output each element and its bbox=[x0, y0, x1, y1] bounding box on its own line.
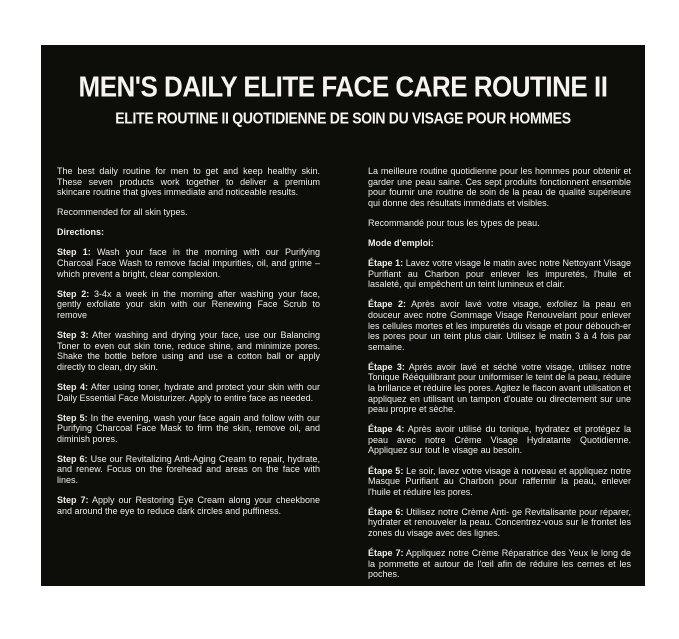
step-text: After washing and drying your face, use our Balancing Toner to even out skin tone, reduce shine, and minimize pores. Shake the bottle before using and use a cotton ball or apply directly to clean, dry skin. bbox=[57, 330, 320, 372]
french-column bbox=[368, 166, 631, 589]
step-text: Lavez votre visage le matin avec notre Nettoyant Visage Purifiant au Charbon pour enlever les impuretés, l'huile et lasaleté, qui empêchent un teint lumineux et clair. bbox=[368, 258, 631, 290]
step-label: Step 4: bbox=[57, 381, 88, 392]
french-step-5 bbox=[368, 466, 631, 498]
card-header bbox=[41, 45, 645, 127]
step-text: Le soir, lavez votre visage à nouveau et appliquez notre Masque Purifiant au Charbon pour raffermir la peau, enlever l'huile et réduire les pores. bbox=[368, 465, 631, 497]
french-intro: La meilleure routine quotidienne pour les hommes pour obtenir et garder une peau saine. Ces sept produits fonctionnent ensemble pour fournir une routine de soin de la peau de qualité supérieure qui donne des résultats immédiats et visibles. bbox=[368, 166, 631, 208]
step-text: 3-4x a week in the morning after washing your face, gently exfoliate your skin with our Renewing Face Scrub to remove bbox=[57, 288, 320, 320]
english-directions-heading: Directions: bbox=[57, 227, 105, 238]
step-label: Step 6: bbox=[57, 453, 88, 464]
step-text: Après avoir lavé votre visage, exfoliez la peau en douceur avec notre Gommage Visage Renouvelant pour enlever les cellules mortes et les impuretés du visage et pour débouch-er les pores pour un teint plus clair. Utilisez le matin 3 à 4 fois par semaine. bbox=[368, 299, 632, 352]
french-directions-heading: Mode d'emploi: bbox=[368, 237, 434, 248]
two-column-body bbox=[57, 166, 631, 589]
english-column bbox=[57, 166, 320, 589]
step-text: Apply our Restoring Eye Cream along your cheekbone and around the eye to reduce dark circles and puffiness. bbox=[57, 495, 321, 516]
page-title: MEN'S DAILY ELITE FACE CARE ROUTINE II bbox=[78, 69, 608, 104]
french-step-1 bbox=[368, 258, 631, 290]
step-label: Étape 3: bbox=[368, 361, 405, 372]
step-label: Étape 4: bbox=[368, 424, 405, 435]
english-step-7 bbox=[57, 495, 320, 516]
french-step-3 bbox=[368, 362, 631, 415]
step-text: Wash your face in the morning with our Purifying Charcoal Face Wash to remove facial impurities, oil, and grime – which prevent a bright, clear complexion. bbox=[57, 247, 320, 279]
step-label: Step 5: bbox=[57, 412, 88, 423]
step-text: Appliquez notre Crème Réparatrice des Yeux le long de la pommette et autour de l'œil afin de réduire les cernes et les poches. bbox=[368, 548, 631, 580]
english-step-5 bbox=[57, 413, 320, 445]
french-recommended-note: Recommandé pour tous les types de peau. bbox=[368, 217, 540, 228]
english-recommended-note: Recommended for all skin types. bbox=[57, 207, 188, 218]
step-text: After using toner, hydrate and protect your skin with our Daily Essential Face Moisturizer. Apply to entire face as needed. bbox=[57, 381, 320, 403]
english-step-4 bbox=[57, 382, 320, 403]
english-step-6 bbox=[57, 454, 320, 486]
english-intro: The best daily routine for men to get and keep healthy skin. These seven products work together to deliver a premium skincare routine that gives immediate and noticeable results. bbox=[57, 166, 320, 198]
step-label: Étape 5: bbox=[368, 465, 404, 476]
english-step-1 bbox=[57, 247, 320, 279]
step-label: Step 7: bbox=[57, 495, 89, 506]
step-text: Use our Revitalizing Anti-Aging Cream to repair, hydrate, and renew. Focus on the forehead and areas on the face with lines. bbox=[57, 453, 320, 486]
step-label: Étape 7: bbox=[368, 548, 404, 559]
step-text: Après avoir utilisé du tonique, hydratez et protégez la peau avec notre Crème Visage Hydratante Quotidienne. Appliquez sur tout le visage au besoin. bbox=[368, 424, 631, 456]
french-step-4 bbox=[368, 424, 631, 456]
step-label: Step 3: bbox=[57, 330, 89, 341]
french-step-7 bbox=[368, 548, 631, 580]
french-step-6 bbox=[368, 507, 631, 539]
step-label: Étape 6: bbox=[368, 506, 404, 517]
product-info-card bbox=[41, 45, 645, 586]
page-subtitle: ELITE ROUTINE II QUOTIDIENNE DE SOIN DU VISAGE POUR HOMMES bbox=[115, 109, 571, 127]
french-step-2 bbox=[368, 299, 631, 352]
step-text: In the evening, wash your face again and follow with our Purifying Charcoal Face Mask to firm the skin, remove oil, and diminish pores. bbox=[57, 412, 320, 444]
step-text: Après avoir lavé et séché votre visage, utilisez notre Tonique Rééquilibrant pour uniformiser le teint de la peau, réduire la brillance et réduire les pores. Agitez le flacon avant utilisation et appliquez en utilisant un tampon d'ouate ou directement sur une peau propre et sèche. bbox=[368, 361, 631, 415]
step-label: Étape 1: bbox=[368, 258, 404, 269]
step-label: Step 2: bbox=[57, 288, 90, 299]
step-text: Utilisez notre Crème Anti- ge Revitalisante pour réparer, hydrater et renouveler la peau. Concentrez-vous sur le frontet les zones du visage avec des lignes. bbox=[368, 506, 631, 539]
english-step-3 bbox=[57, 330, 320, 372]
step-label: Étape 2: bbox=[368, 299, 407, 310]
step-label: Step 1: bbox=[57, 247, 91, 258]
english-step-2 bbox=[57, 289, 320, 321]
